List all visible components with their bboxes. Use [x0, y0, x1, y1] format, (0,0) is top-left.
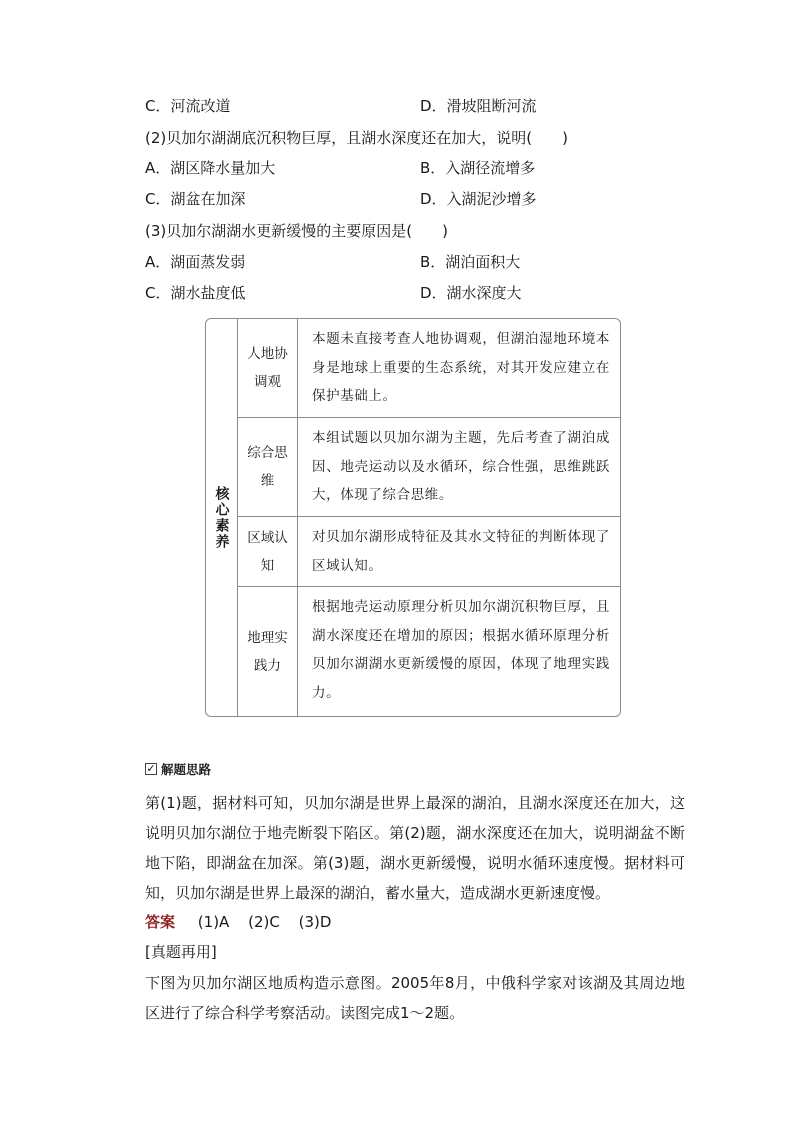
solution-heading-label: 解题思路: [161, 762, 212, 777]
q1-option-d: D．滑坡阻断河流: [420, 97, 537, 115]
literacy-row-name: 综合思维: [238, 418, 298, 516]
q2-option-d: D．入湖泥沙增多: [420, 190, 537, 208]
literacy-row-regional-cognition: [238, 516, 620, 586]
q3-stem: (3)贝加尔湖湖水更新缓慢的主要原因是( ): [145, 222, 448, 240]
q1-option-c: C．河流改道: [145, 97, 231, 115]
answer-label: 答案: [145, 913, 176, 931]
literacy-row-geo-practice: [238, 586, 620, 716]
answer-value: (1)A: [197, 913, 230, 931]
checkbox-icon: ✓: [146, 762, 156, 775]
q2-option-a: A．湖区降水量加大: [145, 159, 276, 177]
q3-option-b: B．湖泊面积大: [420, 253, 521, 271]
literacy-row-text: 本题未直接考查人地协调观，但湖泊湿地环境本身是地球上重要的生态系统，对其开发应建立在保护基础上。: [312, 331, 610, 404]
literacy-row-name: 地理实践力: [238, 587, 298, 716]
literacy-row-text: 根据地壳运动原理分析贝加尔湖沉积物巨厚，且湖水深度还在增加的原因；根据水循环原理分析贝加尔湖湖水更新缓慢的原因，体现了地理实践力。: [312, 599, 610, 701]
q3-option-c: C．湖水盐度低: [145, 284, 246, 302]
q3-option-d: D．湖水深度大: [420, 284, 522, 302]
core-literacy-side-label: 核心素养: [213, 485, 230, 550]
q2-option-c: C．湖盆在加深: [145, 190, 246, 208]
q3-option-a: A．湖面蒸发弱: [145, 253, 246, 271]
core-literacy-side-header: [206, 319, 238, 716]
answer-value: (3)D: [298, 913, 332, 931]
q2-option-b: B．入湖径流增多: [420, 159, 536, 177]
literacy-row-name: 区域认知: [238, 517, 298, 586]
reuse-heading: [真题再用]: [145, 943, 217, 961]
literacy-row-integrated-thinking: [238, 417, 620, 516]
core-literacy-table: [205, 318, 621, 717]
reuse-intro: 下图为贝加尔湖区地质构造示意图。2005年8月，中俄科学家对该湖及其周边地区进行了综合科学考察活动。读图完成1～2题。: [145, 974, 685, 1022]
literacy-row-name: 人地协调观: [238, 319, 298, 417]
literacy-row-text: 本组试题以贝加尔湖为主题，先后考查了湖泊成因、地壳运动以及水循环，综合性强，思维跳跃大，体现了综合思维。: [312, 430, 610, 503]
answer-value: (2)C: [248, 913, 280, 931]
solution-text: 第(1)题，据材料可知，贝加尔湖是世界上最深的湖泊，且湖水深度还在加大，这说明贝加尔湖位于地壳断裂下陷区。第(2)题，湖水深度还在加大，说明湖盆不断地下陷，即湖盆在加深。第(3)题，湖水更新缓慢，说明水循环速度慢。据材料可知，贝加尔湖是世界上最深的湖泊，蓄水量大，造成湖水更新速度慢。: [145, 794, 685, 902]
solution-heading: [145, 760, 211, 778]
literacy-row-text: 对贝加尔湖形成特征及其水文特征的判断体现了区域认知。: [312, 529, 610, 574]
q2-stem: (2)贝加尔湖湖底沉积物巨厚，且湖水深度还在加大，说明( ): [145, 129, 568, 147]
answer-line: [145, 912, 345, 932]
literacy-row-human-earth: [238, 319, 620, 417]
